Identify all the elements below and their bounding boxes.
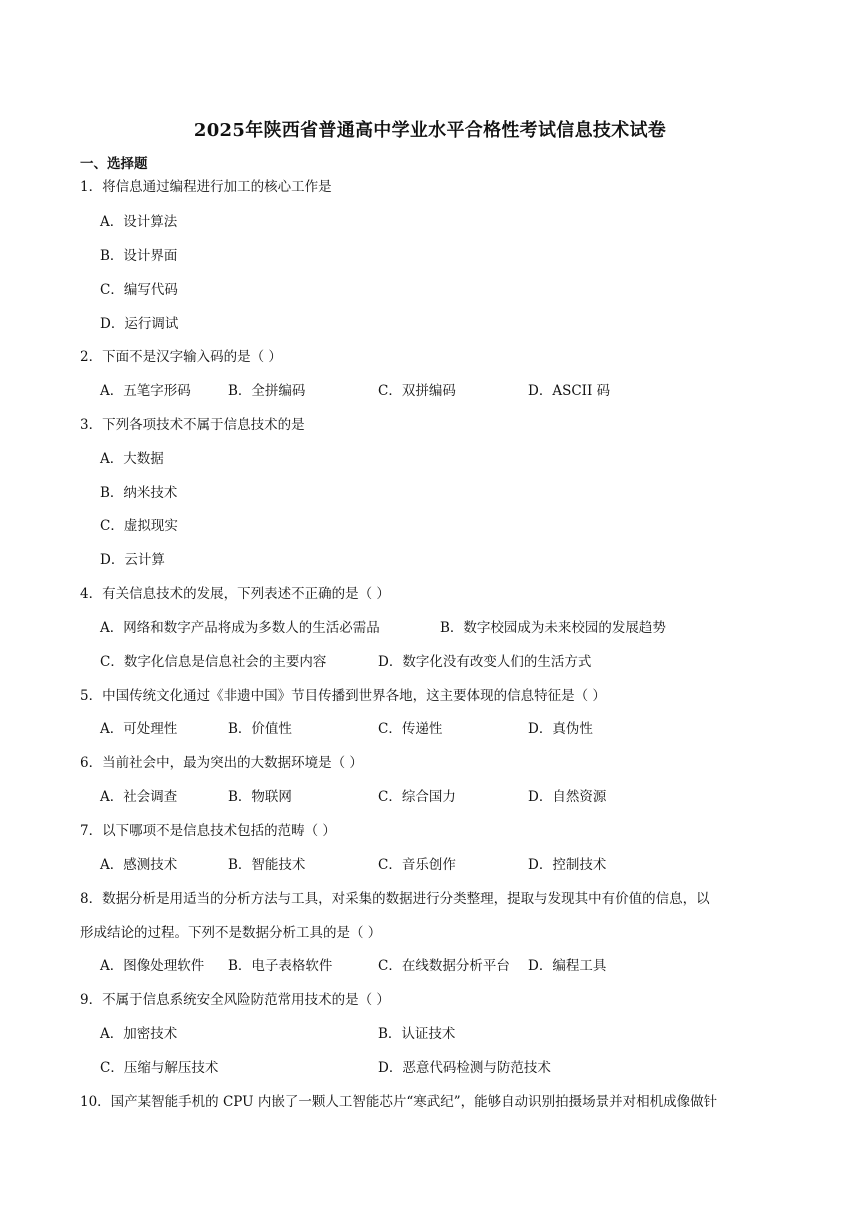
- question-5-option-b[interactable]: B．价值性: [228, 721, 292, 737]
- question-8-stem: 8．数据分析是用适当的分析方法与工具，对采集的数据进行分类整理，提取与发现其中有价值的信息，以: [80, 891, 710, 907]
- question-6-option-a[interactable]: A．社会调查: [100, 789, 178, 805]
- question-9-stem: 9．不属于信息系统安全风险防范常用技术的是（ ）: [80, 992, 390, 1008]
- question-5-option-d[interactable]: D．真伪性: [528, 721, 593, 737]
- question-9-option-c[interactable]: C．压缩与解压技术: [100, 1060, 219, 1076]
- question-5-option-a[interactable]: A．可处理性: [100, 721, 178, 737]
- question-6-stem: 6．当前社会中，最为突出的大数据环境是（ ）: [80, 755, 363, 771]
- question-3-option-d[interactable]: D．云计算: [100, 552, 165, 568]
- question-3-stem: 3．下列各项技术不属于信息技术的是: [80, 417, 305, 433]
- question-10-stem: 10．国产某智能手机的 CPU 内嵌了一颗人工智能芯片“寒武纪”，能够自动识别拍摄场景并对相机成像做针: [80, 1094, 718, 1110]
- question-7-option-a[interactable]: A．感测技术: [100, 857, 178, 873]
- question-2-option-d[interactable]: D．ASCII 码: [528, 383, 611, 399]
- question-3-option-c[interactable]: C．虚拟现实: [100, 518, 178, 534]
- question-4-option-c[interactable]: C．数字化信息是信息社会的主要内容: [100, 654, 327, 670]
- question-4-stem: 4．有关信息技术的发展，下列表述不正确的是（ ）: [80, 586, 390, 602]
- question-8-option-b[interactable]: B．电子表格软件: [228, 958, 333, 974]
- question-2-option-a[interactable]: A．五笔字形码: [100, 383, 191, 399]
- question-7-option-d[interactable]: D．控制技术: [528, 857, 607, 873]
- question-2-stem: 2．下面不是汉字输入码的是（ ）: [80, 349, 282, 365]
- question-1-option-a[interactable]: A．设计算法: [100, 214, 178, 230]
- question-6-option-d[interactable]: D．自然资源: [528, 789, 607, 805]
- question-1-option-b[interactable]: B．设计界面: [100, 248, 178, 264]
- question-9-option-d[interactable]: D．恶意代码检测与防范技术: [378, 1060, 551, 1076]
- question-7-option-b[interactable]: B．智能技术: [228, 857, 306, 873]
- question-8-stem-continued: 形成结论的过程。下列不是数据分析工具的是（ ）: [80, 925, 382, 941]
- question-3-option-b[interactable]: B．纳米技术: [100, 485, 178, 501]
- question-9-option-b[interactable]: B．认证技术: [378, 1026, 456, 1042]
- question-4-option-d[interactable]: D．数字化没有改变人们的生活方式: [378, 654, 592, 670]
- question-1-option-d[interactable]: D．运行调试: [100, 316, 179, 332]
- question-5-stem: 5．中国传统文化通过《非遗中国》节目传播到世界各地，这主要体现的信息特征是（ ）: [80, 688, 606, 704]
- question-8-option-c[interactable]: C．在线数据分析平台: [378, 958, 510, 974]
- question-6-option-b[interactable]: B．物联网: [228, 789, 292, 805]
- section-heading: 一、选择题: [80, 156, 148, 172]
- question-2-option-c[interactable]: C．双拼编码: [378, 383, 456, 399]
- page-title: 2025年陕西省普通高中学业水平合格性考试信息技术试卷: [193, 120, 667, 141]
- question-6-option-c[interactable]: C．综合国力: [378, 789, 456, 805]
- question-7-option-c[interactable]: C．音乐创作: [378, 857, 456, 873]
- question-7-stem: 7．以下哪项不是信息技术包括的范畴（ ）: [80, 823, 336, 839]
- question-5-option-c[interactable]: C．传递性: [378, 721, 443, 737]
- question-3-option-a[interactable]: A．大数据: [100, 451, 164, 467]
- question-8-option-a[interactable]: A．图像处理软件: [100, 958, 205, 974]
- question-4-option-b[interactable]: B．数字校园成为未来校园的发展趋势: [440, 620, 666, 636]
- question-9-option-a[interactable]: A．加密技术: [100, 1026, 178, 1042]
- question-4-option-a[interactable]: A．网络和数字产品将成为多数人的生活必需品: [100, 620, 380, 636]
- question-1-stem: 1．将信息通过编程进行加工的核心工作是: [80, 179, 332, 195]
- question-1-option-c[interactable]: C．编写代码: [100, 282, 178, 298]
- question-8-option-d[interactable]: D．编程工具: [528, 958, 607, 974]
- question-2-option-b[interactable]: B．全拼编码: [228, 383, 306, 399]
